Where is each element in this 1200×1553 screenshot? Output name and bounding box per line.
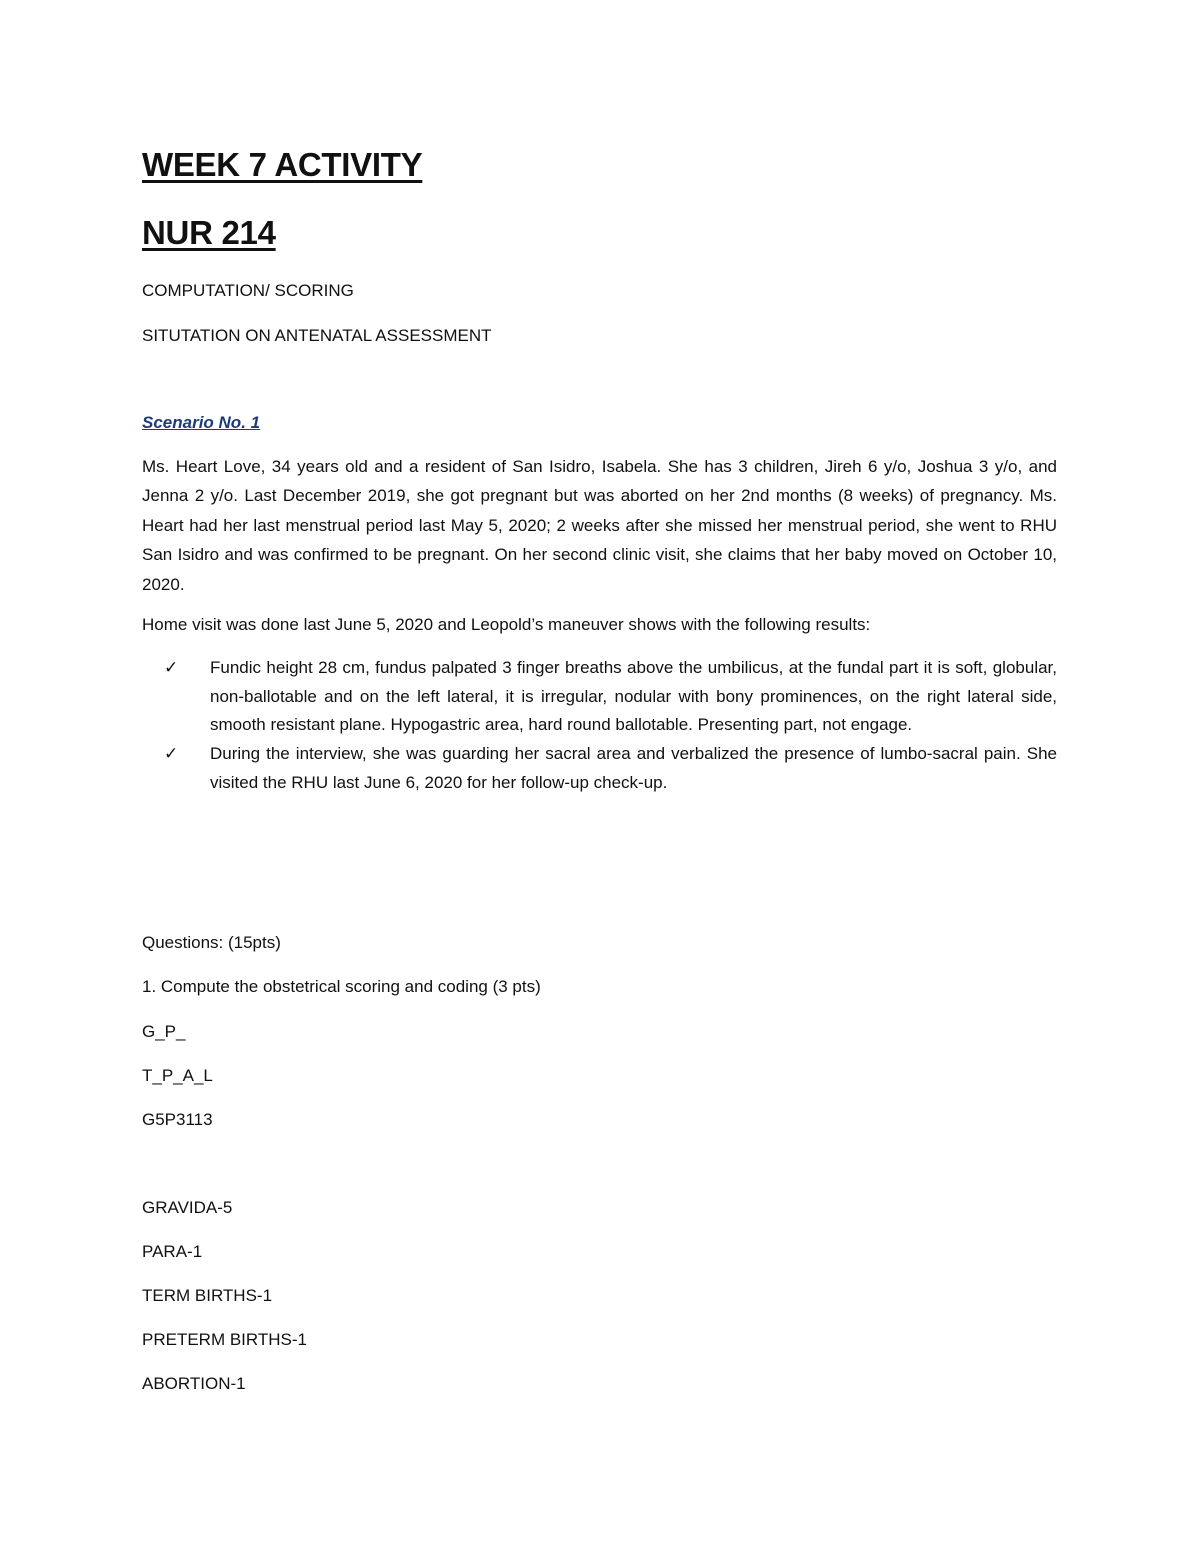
answer-term-births: TERM BIRTHS-1 [142, 1286, 273, 1305]
answer-abortion: ABORTION-1 [142, 1374, 246, 1393]
results-list [164, 654, 1057, 798]
scenario-paragraph: Ms. Heart Love, 34 years old and a resident of San Isidro, Isabela. She has 3 children, Jireh 6 y/o, Joshua 3 y/o, and Jenna 2 y/o. Last December 2019, she got pregnant but was aborted on her 2nd months (8 weeks) of pregnancy. Ms. Heart had her last menstrual period last May 5, 2020; 2 weeks after she missed her menstrual period, she went to RHU San Isidro and was confirmed to be pregnant. On her second clinic visit, she claims that her baby moved on October 10, 2020. [142, 457, 1057, 594]
question-1: 1. Compute the obstetrical scoring and coding (3 pts) [142, 977, 541, 996]
home-visit-text: Home visit was done last June 5, 2020 and Leopold’s maneuver shows with the following results: [142, 615, 871, 634]
subtitle-situation: SITUTATION ON ANTENATAL ASSESSMENT [142, 326, 492, 345]
answer-preterm-births: PRETERM BIRTHS-1 [142, 1330, 307, 1349]
list-item-text: During the interview, she was guarding her sacral area and verbalized the presence of lumbo-sacral pain. She visited the RHU last June 6, 2020 for her follow-up check-up. [210, 744, 1057, 792]
course-code: NUR 214 [142, 214, 276, 251]
checkmark-icon: ✓ [164, 744, 179, 764]
answer-para: PARA-1 [142, 1242, 203, 1261]
list-item [164, 740, 1057, 797]
document-title: WEEK 7 ACTIVITY [142, 146, 423, 183]
scenario-heading: Scenario No. 1 [142, 413, 261, 432]
subtitle-computation: COMPUTATION/ SCORING [142, 281, 354, 300]
checkmark-icon: ✓ [164, 658, 179, 677]
answer-tpal-template: T_P_A_L [142, 1066, 213, 1085]
list-item [164, 654, 1057, 740]
answer-gp-template: G_P_ [142, 1022, 186, 1041]
questions-heading: Questions: (15pts) [142, 933, 281, 952]
list-item-text: Fundic height 28 cm, fundus palpated 3 finger breaths above the umbilicus, at the fundal part it is soft, globular, non-ballotable and on the left lateral, it is irregular, nodular with bony prominences, on the right lateral side, smooth resistant plane. Hypogastric area, hard round ballotable. Presenting part, not engage. [210, 658, 1057, 735]
answer-code: G5P3113 [142, 1110, 213, 1129]
answer-gravida: GRAVIDA-5 [142, 1198, 233, 1217]
